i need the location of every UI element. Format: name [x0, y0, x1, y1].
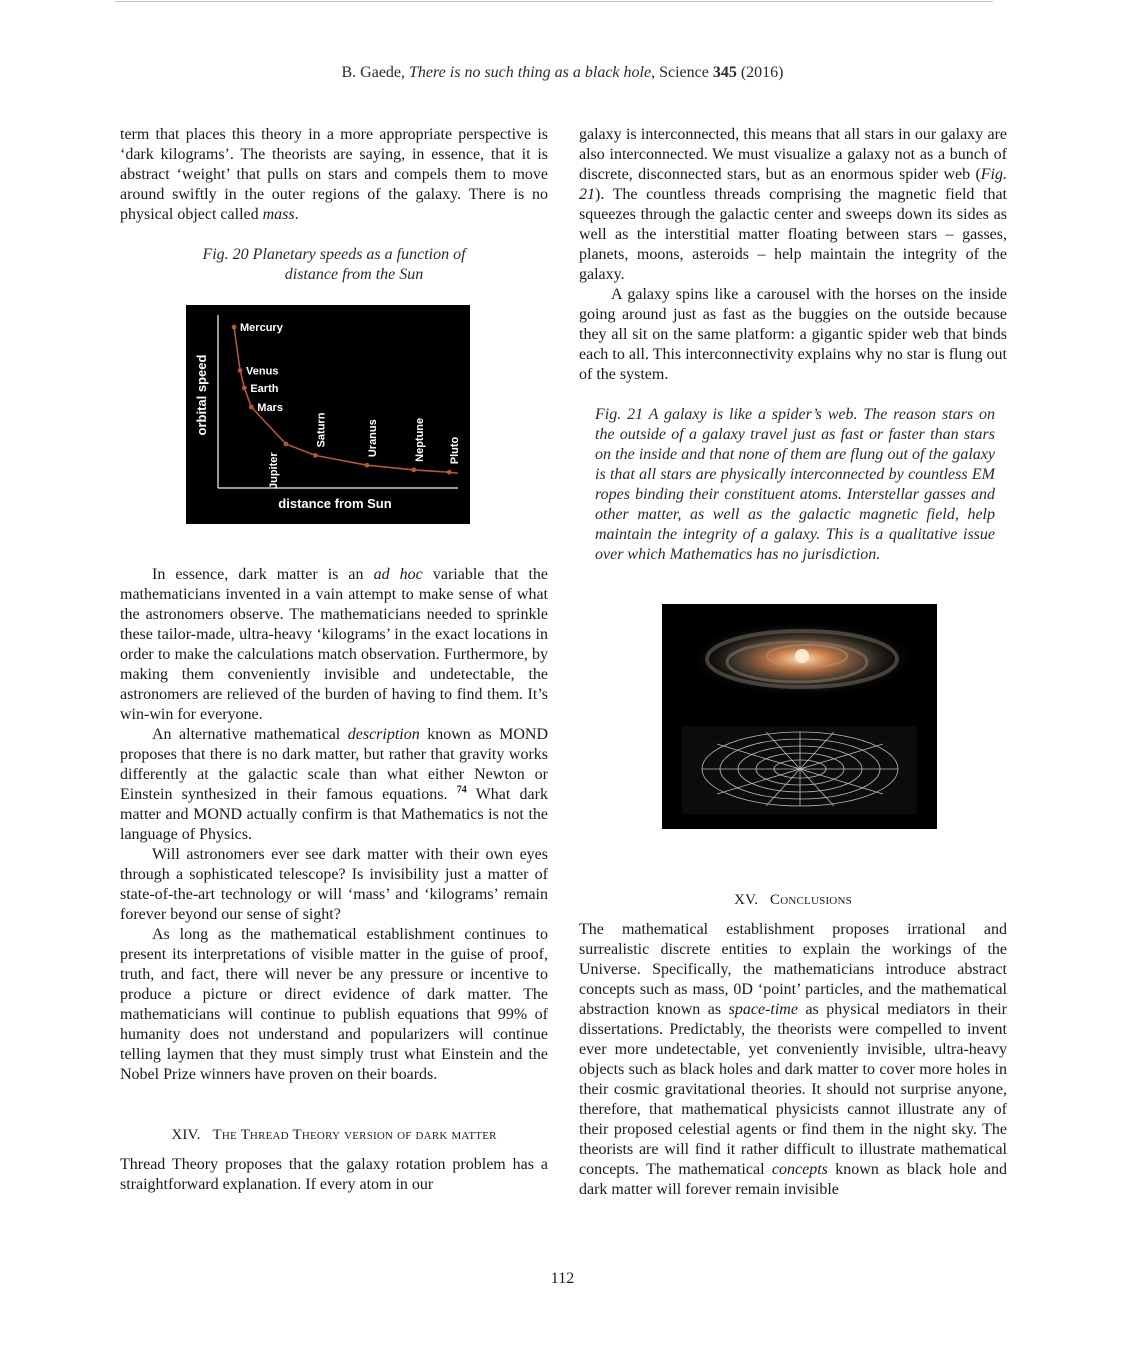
x-axis-label: distance from Sun [278, 496, 392, 511]
point-label-earth: Earth [250, 382, 279, 395]
header-author: B. Gaede, [341, 64, 410, 81]
spider-web-icon [682, 726, 917, 814]
point-label-venus: Venus [246, 365, 279, 378]
point-label-pluto: Pluto [449, 436, 462, 465]
galaxy-web-illustration [662, 604, 937, 829]
section-heading-xv: XV. Conclusions [734, 892, 852, 908]
paragraph: The mathematical establishment proposes irrational and surrealistic discrete entities to explain the workings of the Universe. Specifically, the mathematicians introduce abstract concepts such as mass, 0D ‘point’ particles, and the mathematical abstraction known as space-time as physical mediators in their dissertations. Predictably, the theorists were compelled to invent ever more undetectable, yet conveniently invisible, ultra-heavy objects such as black holes and dark matter to cover more holes in their cosmic gravitational theories. It should not surprise anyone, therefore, that mathematical physicists cannot illustrate any of their proposed celestial agents or find them in the night sky. The theorists are will find it rather difficult to illustrate mathematical concepts. The mathematical concepts known as black hole and dark matter will forever remain invisible [579, 921, 1008, 1198]
top-rule [115, 1, 993, 2]
data-point-neptune [411, 467, 416, 472]
data-point-mars [249, 405, 254, 410]
left-column-top [120, 125, 548, 285]
point-label-uranus: Uranus [366, 419, 379, 458]
point-label-jupiter: Jupiter [267, 452, 280, 489]
paragraph: In essence, dark matter is an ad hoc variable that the mathematicians invented in a vain attempt to make sense of what the astronomers observe. The mathematicians needed to sprinkle these tailor-made, ultra-heavy ‘kilograms’ in the exact locations in order to make the calculations match observation. Furthermore, by making them conveniently invisible and undetectable, the astronomers are relieved of the burden of having to find them. It’s win-win for everyone. [120, 566, 549, 723]
point-label-neptune: Neptune [413, 417, 426, 462]
figure-20-chart [186, 305, 470, 524]
paragraph: Thread Theory proposes that the galaxy rotation problem has a straightforward explanation. If every atom in our [120, 1156, 548, 1193]
point-label-mars: Mars [257, 402, 283, 415]
point-label-saturn: Saturn [315, 412, 328, 448]
data-point-pluto [447, 470, 452, 475]
data-point-venus [238, 368, 243, 373]
figure-21-galaxy-spiderweb-image [662, 604, 937, 829]
header-journal: , Science [651, 64, 713, 81]
data-point-mercury [232, 325, 237, 330]
right-column-bottom [579, 890, 1007, 1200]
paragraph: An alternative mathematical description known as MOND proposes that there is no dark matter, but rather that gravity works differently at the galactic scale than what either Newton or Einstein synthesized in their famous equations. $^{74}$ What dark matter and MOND actually confirm is that Mathematics is not the language of Physics. [120, 726, 548, 843]
header-volume: 345 [712, 64, 737, 81]
y-axis-label: orbital speed [194, 354, 209, 436]
header-title: There is no such thing as a black hole [409, 64, 652, 81]
footnote-ref[interactable]: 74 [456, 784, 467, 796]
data-point-saturn [313, 453, 318, 458]
fig20-caption-line1: Fig. 20 Planetary speeds as a function of [202, 246, 466, 263]
data-point-jupiter [284, 442, 289, 447]
fig20-caption-line2: distance from the Sun [284, 266, 424, 283]
right-column-top [579, 125, 1007, 565]
data-point-uranus [365, 463, 370, 468]
orbital-speed-chart [186, 305, 470, 524]
paragraph: A galaxy spins like a carousel with the horses on the inside going around just as fast as the buggies on the outside because they all sit on the same platform: a gigantic spider web that binds each to all. This interconnectivity explains why no star is flung out of the system. [579, 286, 1007, 383]
page-number: 112 [550, 1270, 575, 1287]
paragraph: Will astronomers ever see dark matter with their own eyes through a sophisticated telescope? Is invisibility just a matter of state-of-the-art technology or will ‘mass’ and ‘kilograms’ remain forever beyond our sense of sight? [120, 846, 548, 923]
data-point-earth [242, 385, 247, 390]
paragraph: term that places this theory in a more appropriate perspective is ‘dark kilograms’. The theorists are saying, in essence, that it is abstract ‘weight’ that pulls on stars and compels them to move around swiftly in the outer regions of the galaxy. There is no physical object called mass. [120, 126, 548, 223]
paragraph: As long as the mathematical establishment continues to present its interpretations of visible matter in the guise of proof, truth, and fact, there will never be any pressure or incentive to produce a picture or direct evidence of dark matter. The mathematicians will continue to publish equations that 99% of humanity does not understand and popularizers will continue telling laymen that they must simply trust what Einstein and the Nobel Prize winners have proven on their boards. [120, 926, 548, 1083]
point-label-mercury: Mercury [240, 322, 283, 335]
fig20-caption [120, 245, 548, 285]
header-year: (2016) [736, 64, 784, 81]
galaxy-icon [687, 621, 917, 697]
fig21-caption: Fig. 21 A galaxy is like a spider’s web. The reason stars on the outside of a galaxy travel just as fast or faster than stars on the inside and that none of them are flung out of the galaxy is that all stars are physically interconnected by countless EM ropes binding their constituent atoms. Interstellar gasses and other matter, as well as the galactic magnetic field, help maintain the integrity of a galaxy. This is a qualitative issue over which Mathematics has no jurisdiction. [595, 406, 995, 563]
left-column-body [120, 565, 548, 1195]
section-heading-xiv: XIV. The Thread Theory version of dark matter [171, 1127, 497, 1143]
running-head [0, 64, 1125, 82]
paragraph: galaxy is interconnected, this means that all stars in our galaxy are also interconnected. We must visualize a galaxy not as a bunch of discrete, disconnected stars, but as an enormous spider web (Fig. 21). The countless threads comprising the magnetic field that squeezes through the galactic center and sweeps down its sides as well as the interstitial matter floating between stars – gasses, planets, moons, asteroids – help maintain the integrity of the galaxy. [579, 126, 1007, 283]
